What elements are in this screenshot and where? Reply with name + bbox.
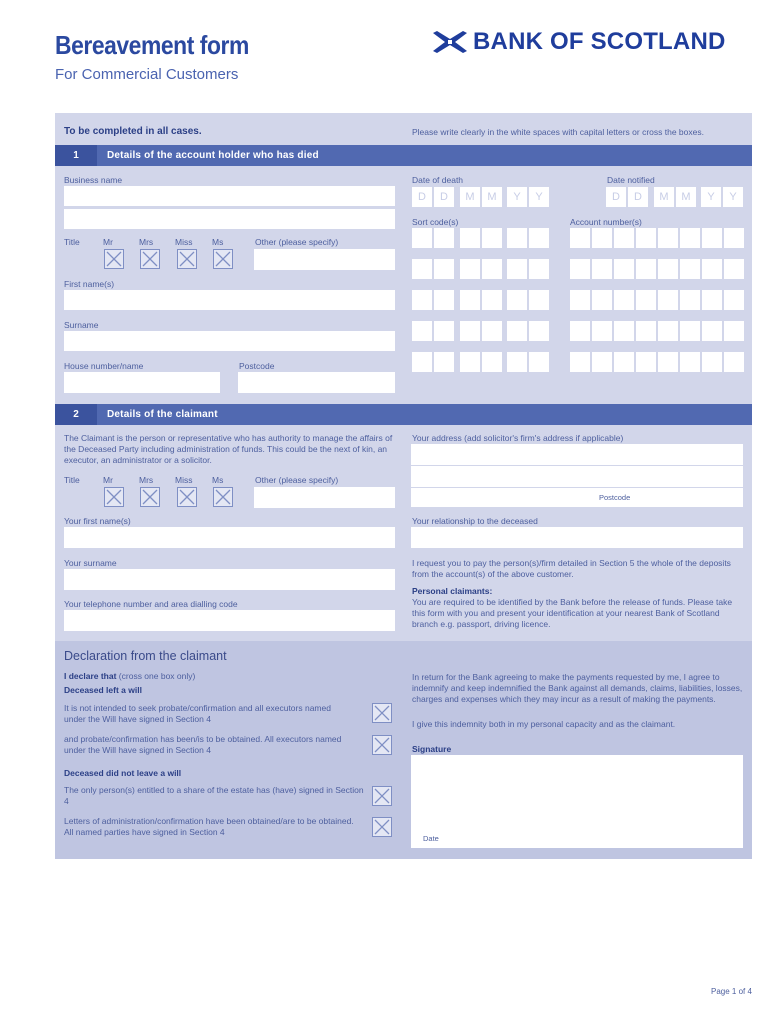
- sort-code-box[interactable]: [482, 290, 502, 310]
- sort-code-box[interactable]: [434, 321, 454, 341]
- sort-code-box[interactable]: [529, 321, 549, 341]
- account-number-box[interactable]: [658, 352, 678, 372]
- date-notified-label: Date notified: [607, 175, 655, 185]
- page-number: Page 1 of 4: [711, 987, 752, 996]
- account-number-box[interactable]: [636, 290, 656, 310]
- dod-day-1[interactable]: D: [412, 187, 432, 207]
- surname-field[interactable]: [64, 331, 395, 351]
- account-number-box[interactable]: [724, 352, 744, 372]
- sort-code-box[interactable]: [482, 352, 502, 372]
- claimant-telephone-label: Your telephone number and area dialling code: [64, 599, 238, 609]
- claimant-mrs-checkbox[interactable]: [140, 487, 160, 507]
- title-miss-label: Miss: [175, 237, 193, 247]
- account-number-box[interactable]: [592, 259, 612, 279]
- account-number-box[interactable]: [636, 228, 656, 248]
- postcode-label: Postcode: [239, 361, 275, 371]
- account-number-box[interactable]: [680, 352, 700, 372]
- account-number-box[interactable]: [570, 259, 590, 279]
- section1-title: Details of the account holder who has died: [107, 150, 319, 161]
- will-option-1-checkbox[interactable]: [372, 703, 392, 723]
- title-other-label: Other (please specify): [255, 237, 339, 247]
- saltire-icon: [433, 31, 467, 53]
- section2-number: 2: [55, 404, 97, 425]
- account-number-box[interactable]: [702, 228, 722, 248]
- account-number-box[interactable]: [724, 228, 744, 248]
- surname-label: Surname: [64, 320, 99, 330]
- sort-code-box[interactable]: [460, 290, 480, 310]
- declaration-heading: Declaration from the claimant: [64, 649, 227, 663]
- sort-code-box[interactable]: [507, 290, 527, 310]
- account-number-box[interactable]: [702, 352, 722, 372]
- signature-field[interactable]: [411, 755, 743, 848]
- personal-claimants-text: You are required to be identified by the Bank before the release of funds. Please take this form with you and present your identification at your nearest Bank of Scotland branch e.g. passport, driving licence.: [412, 597, 733, 630]
- claimant-other-field[interactable]: [254, 487, 395, 508]
- claimant-ms-checkbox[interactable]: [213, 487, 233, 507]
- account-number-box[interactable]: [614, 321, 634, 341]
- postcode-field[interactable]: [238, 372, 395, 393]
- claimant-mrs-label: Mrs: [139, 475, 154, 485]
- claimant-mr-label: Mr: [103, 475, 113, 485]
- account-number-box[interactable]: [680, 290, 700, 310]
- account-number-box[interactable]: [724, 321, 744, 341]
- sort-code-box[interactable]: [434, 228, 454, 248]
- first-names-label: First name(s): [64, 279, 115, 289]
- sort-code-box[interactable]: [529, 352, 549, 372]
- account-number-box[interactable]: [658, 228, 678, 248]
- sort-code-box[interactable]: [434, 259, 454, 279]
- claimant-postcode-field[interactable]: [411, 488, 743, 507]
- dn-day-1[interactable]: D: [606, 187, 626, 207]
- request-text: I request you to pay the person(s)/firm detailed in Section 5 the whole of the deposits from the account(s) of the above customer.: [412, 558, 731, 580]
- claimant-first-names-field[interactable]: [64, 527, 395, 548]
- sort-code-box[interactable]: [529, 259, 549, 279]
- no-will-option-2-checkbox[interactable]: [372, 817, 392, 837]
- account-number-box[interactable]: [702, 321, 722, 341]
- sort-code-box[interactable]: [412, 228, 432, 248]
- claimant-surname-field[interactable]: [64, 569, 395, 590]
- title-mr-checkbox[interactable]: [104, 249, 124, 269]
- dn-month-2[interactable]: M: [676, 187, 696, 207]
- account-number-box[interactable]: [680, 259, 700, 279]
- title-ms-label: Ms: [212, 237, 224, 247]
- sort-code-box[interactable]: [482, 228, 502, 248]
- account-number-box[interactable]: [724, 259, 744, 279]
- sort-code-box[interactable]: [507, 228, 527, 248]
- personal-claimants-heading: Personal claimants:: [412, 586, 493, 596]
- sort-code-box[interactable]: [460, 259, 480, 279]
- dn-year-2[interactable]: Y: [723, 187, 743, 207]
- sort-code-box[interactable]: [529, 228, 549, 248]
- title-other-field[interactable]: [254, 249, 395, 270]
- date-of-death-label: Date of death: [412, 175, 464, 185]
- account-numbers-label: Account number(s): [570, 217, 642, 227]
- account-number-box[interactable]: [614, 259, 634, 279]
- sort-code-box[interactable]: [529, 290, 549, 310]
- indemnity-capacity-text: I give this indemnity both in my personal capacity and as the claimant.: [412, 719, 676, 729]
- sort-code-box[interactable]: [482, 259, 502, 279]
- form-subtitle: For Commercial Customers: [55, 66, 239, 83]
- logo-text: BANK OF SCOTLAND: [473, 28, 726, 55]
- account-number-box[interactable]: [658, 290, 678, 310]
- claimant-miss-label: Miss: [175, 475, 193, 485]
- signature-date-label: Date: [423, 834, 439, 843]
- claimant-address-field-1[interactable]: [411, 444, 743, 465]
- claimant-postcode-label: Postcode: [599, 493, 631, 502]
- no-will-heading: Deceased did not leave a will: [64, 768, 182, 778]
- sort-code-box[interactable]: [507, 259, 527, 279]
- account-number-box[interactable]: [636, 321, 656, 341]
- declare-line: [64, 671, 195, 682]
- business-name-label: Business name: [64, 175, 123, 185]
- account-number-box[interactable]: [658, 259, 678, 279]
- sort-code-box[interactable]: [507, 321, 527, 341]
- claimant-other-label: Other (please specify): [255, 475, 339, 485]
- declare-rest: (cross one box only): [116, 671, 196, 681]
- house-label: House number/name: [64, 361, 144, 371]
- account-number-box[interactable]: [636, 352, 656, 372]
- account-number-box[interactable]: [702, 259, 722, 279]
- no-will-option-1-text: The only person(s) entitled to a share of the estate has (have) signed in Section 4: [64, 785, 364, 807]
- account-number-box[interactable]: [702, 290, 722, 310]
- claimant-telephone-field[interactable]: [64, 610, 395, 631]
- claimant-first-names-label: Your first name(s): [64, 516, 131, 526]
- claimant-miss-checkbox[interactable]: [177, 487, 197, 507]
- account-number-box[interactable]: [614, 352, 634, 372]
- first-names-field[interactable]: [64, 290, 395, 310]
- will-heading: Deceased left a will: [64, 685, 142, 695]
- intro-right: Please write clearly in the white spaces with capital letters or cross the boxes.: [412, 127, 704, 137]
- no-will-option-2-text: Letters of administration/confirmation have been obtained/are to be obtained. All named parties have signed in Section 4: [64, 816, 354, 838]
- section2-title: Details of the claimant: [107, 409, 218, 420]
- account-number-box[interactable]: [614, 290, 634, 310]
- declare-bold: I declare that: [64, 671, 117, 681]
- business-name-field-2[interactable]: [64, 209, 395, 229]
- sort-code-box[interactable]: [434, 290, 454, 310]
- account-number-box[interactable]: [570, 321, 590, 341]
- claimant-address-field-2[interactable]: [411, 466, 743, 487]
- account-number-box[interactable]: [724, 290, 744, 310]
- account-number-box[interactable]: [614, 228, 634, 248]
- will-option-1-text: It is not intended to seek probate/confirmation and all executors named under the Will have signed in Section 4: [64, 703, 331, 725]
- account-number-box[interactable]: [570, 290, 590, 310]
- claimant-intro: The Claimant is the person or representative who has authority to manage the affairs of the Deceased Party including administration of funds. This could be the next of kin, an executor, an administrator or a solicitor.: [64, 433, 393, 466]
- dn-year-1[interactable]: Y: [701, 187, 721, 207]
- section1-header: [55, 145, 752, 166]
- dn-day-2[interactable]: D: [628, 187, 648, 207]
- house-field[interactable]: [64, 372, 220, 393]
- account-number-box[interactable]: [570, 228, 590, 248]
- claimant-mr-checkbox[interactable]: [104, 487, 124, 507]
- title-ms-checkbox[interactable]: [213, 249, 233, 269]
- dod-year-1[interactable]: Y: [507, 187, 527, 207]
- sort-codes-label: Sort code(s): [412, 217, 459, 227]
- no-will-option-1-checkbox[interactable]: [372, 786, 392, 806]
- account-number-box[interactable]: [636, 259, 656, 279]
- sort-code-box[interactable]: [460, 352, 480, 372]
- title-mrs-label: Mrs: [139, 237, 154, 247]
- title-mrs-checkbox[interactable]: [140, 249, 160, 269]
- account-number-box[interactable]: [658, 321, 678, 341]
- account-number-box[interactable]: [592, 228, 612, 248]
- will-option-2-text: and probate/confirmation has been/is to be obtained. All executors named under the Will have signed in Section 4: [64, 734, 342, 756]
- indemnity-text: In return for the Bank agreeing to make the payments requested by me, I agree to indemnify and keep indemnified the Bank against all demands, claims, liabilities, losses, charges and expenses which they may incur as a result of making the payments.: [412, 672, 743, 705]
- sort-code-box[interactable]: [460, 321, 480, 341]
- will-option-2-checkbox[interactable]: [372, 735, 392, 755]
- claimant-address-label: Your address (add solicitor's firm's address if applicable): [412, 433, 624, 443]
- sort-code-box[interactable]: [482, 321, 502, 341]
- account-number-box[interactable]: [592, 321, 612, 341]
- sort-code-box[interactable]: [412, 259, 432, 279]
- sort-code-box[interactable]: [434, 352, 454, 372]
- intro-left: To be completed in all cases.: [64, 126, 202, 137]
- dod-month-2[interactable]: M: [482, 187, 502, 207]
- claimant-title-label: Title: [64, 475, 80, 485]
- account-number-box[interactable]: [570, 352, 590, 372]
- sort-code-box[interactable]: [412, 321, 432, 341]
- sort-code-box[interactable]: [412, 290, 432, 310]
- section2-header: [55, 404, 752, 425]
- dod-year-2[interactable]: Y: [529, 187, 549, 207]
- sort-code-box[interactable]: [412, 352, 432, 372]
- signature-label: Signature: [412, 744, 452, 754]
- sort-code-box[interactable]: [460, 228, 480, 248]
- bank-logo: [433, 28, 726, 56]
- account-number-box[interactable]: [592, 290, 612, 310]
- account-number-box[interactable]: [592, 352, 612, 372]
- title-label: Title: [64, 237, 80, 247]
- claimant-ms-label: Ms: [212, 475, 224, 485]
- account-number-box[interactable]: [680, 228, 700, 248]
- dod-month-1[interactable]: M: [460, 187, 480, 207]
- form-title: Bereavement form: [55, 30, 249, 60]
- business-name-field-1[interactable]: [64, 186, 395, 206]
- relationship-field[interactable]: [411, 527, 743, 548]
- title-miss-checkbox[interactable]: [177, 249, 197, 269]
- section1-number: 1: [55, 145, 97, 166]
- dod-day-2[interactable]: D: [434, 187, 454, 207]
- account-number-box[interactable]: [680, 321, 700, 341]
- relationship-label: Your relationship to the deceased: [412, 516, 538, 526]
- sort-code-box[interactable]: [507, 352, 527, 372]
- title-mr-label: Mr: [103, 237, 113, 247]
- claimant-surname-label: Your surname: [64, 558, 117, 568]
- dn-month-1[interactable]: M: [654, 187, 674, 207]
